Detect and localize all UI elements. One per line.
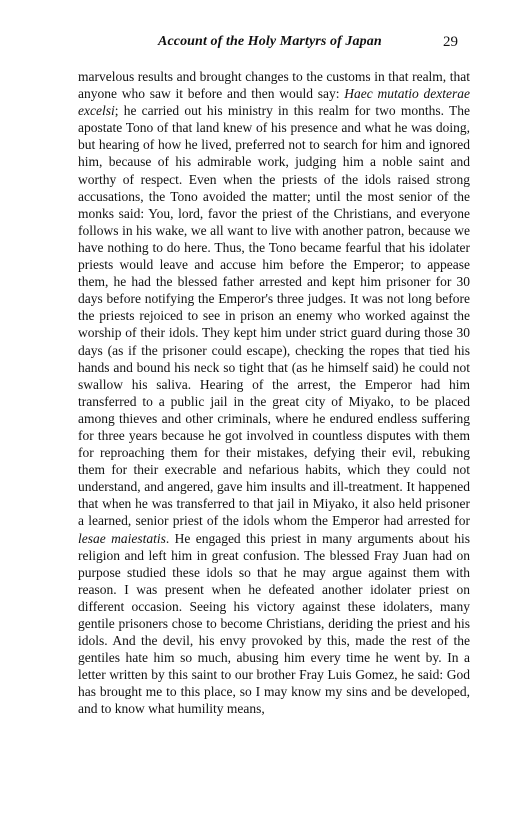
text-segment: marvelous results and brought changes to the customs in that realm, that anyone who saw it before and then would say: bbox=[78, 69, 470, 102]
page-header bbox=[78, 34, 464, 56]
body-paragraph bbox=[78, 68, 470, 718]
page-number: 29 bbox=[443, 34, 458, 50]
latin-quote: Haec mutatio dexterae excelsi bbox=[78, 86, 470, 119]
latin-term: lesae maiestatis bbox=[78, 530, 166, 546]
text-segment: . He engaged this priest in many arguments about his religion and left him in great confusion. The blessed Fray Juan had on purpose studied these idols so that he may argue against them with reason. I was present when he defeated another idolater priest on different occasion. Seeing his victory against these idolaters, many gentile prisoners chose to become Christians, deriding the priest and his idols. And the devil, his envy provoked by this, made the rest of the gentiles hate him so much, abusing him every time he went by. In a letter written by this saint to our brother Fray Luis Gomez, he said: God has brought me to this place, so I may know my sins and be developed, and to know what humility means, bbox=[78, 530, 470, 717]
body-text bbox=[78, 68, 470, 718]
text-segment: ; he carried out his ministry in this realm for two months. The apostate Tono of that land knew of his presence and what he was doing, but hearing of how he lived, preferred not to search for him and ignored him, because of his admirable work, judging him a noble saint and worthy of respect. Even when the priests of the idols raised strong accusations, the Tono avoided the matter; until the most senior of the monks said: You, lord, favor the priest of the Christians, and everyone follows in his wake, we all want to live with another patron, because we have nothing to do here. Thus, the Tono became fearful that his idolater priests would leave and accuse him before the Emperor; to appease them, he had the blessed father arrested and kept him prisoner for 30 days before notifying the Emperor's three judges. It was not long before the priests rejoiced to see in prison an enemy who worked against the worship of their idols. They kept him under strict guard during those 30 days (as if the prisoner could escape), checking the ropes that tied his hands and bound his neck so tight that (as he himself said) he could not swallow his saliva. Hearing of the arrest, the Emperor had him transferred to a public jail in the great city of Miyako, to be placed among thieves and other criminals, where he endured endless suffering for three years because he got involved in countless disputes with them for reproaching them for their mistakes, defying their evil, rebuking them for their execrable and nefarious habits, which they could not understand, and angered, gave him insults and ill-treatment. It happened that when he was transferred to that jail in Miyako, it also held prisoner a learned, senior priest of the idols whom the Emperor had arrested for bbox=[78, 103, 470, 529]
running-title: Account of the Holy Martyrs of Japan bbox=[158, 34, 382, 49]
